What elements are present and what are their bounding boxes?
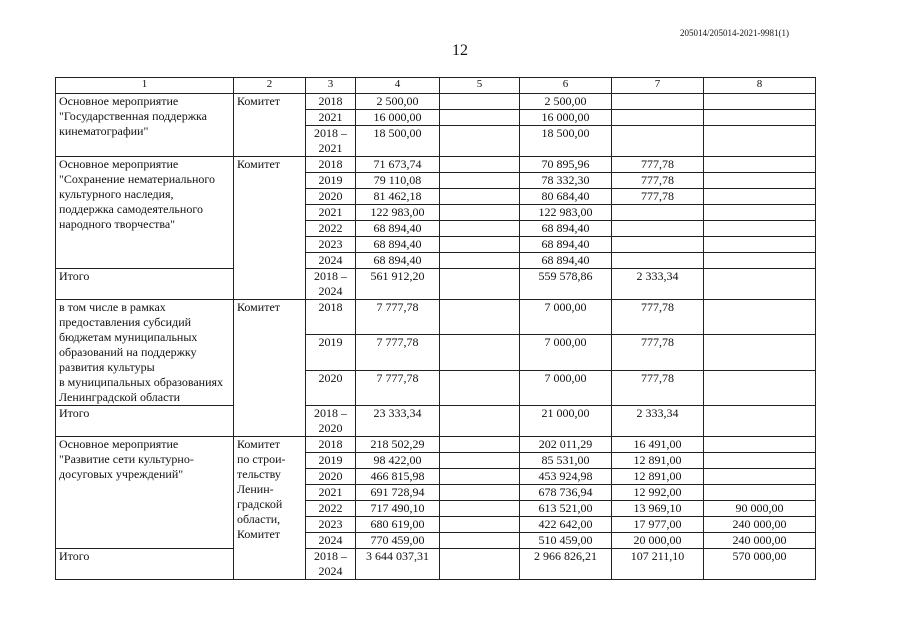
federal-amount-cell <box>440 94 520 110</box>
year-cell: 2020 <box>306 189 356 205</box>
regional-amount-cell: 85 531,00 <box>520 453 612 469</box>
regional-amount-cell: 7 000,00 <box>520 335 612 370</box>
total-label-cell: Итого <box>56 406 234 437</box>
other-amount-cell <box>704 253 816 269</box>
local-amount-cell: 777,78 <box>612 300 704 335</box>
total-amount-cell: 466 815,98 <box>356 469 440 485</box>
total-amount-cell: 68 894,40 <box>356 237 440 253</box>
federal-amount-cell <box>440 173 520 189</box>
local-amount-cell <box>612 221 704 237</box>
column-header: 7 <box>612 78 704 94</box>
local-amount-cell: 12 891,00 <box>612 453 704 469</box>
federal-amount-cell <box>440 485 520 501</box>
year-cell: 2019 <box>306 335 356 370</box>
column-header: 6 <box>520 78 612 94</box>
other-amount-cell <box>704 437 816 453</box>
year-cell: 2020 <box>306 469 356 485</box>
regional-amount-cell: 422 642,00 <box>520 517 612 533</box>
total-amount-cell: 691 728,94 <box>356 485 440 501</box>
other-amount-cell <box>704 126 816 157</box>
federal-amount-cell <box>440 253 520 269</box>
year-cell: 2018 <box>306 94 356 110</box>
regional-amount-cell: 68 894,40 <box>520 221 612 237</box>
federal-amount-cell <box>440 269 520 300</box>
federal-amount-cell <box>440 453 520 469</box>
document-id: 205014/205014-2021-9981(1) <box>680 28 789 38</box>
regional-amount-cell: 21 000,00 <box>520 406 612 437</box>
other-amount-cell <box>704 94 816 110</box>
year-cell: 2018 <box>306 300 356 335</box>
other-amount-cell: 240 000,00 <box>704 517 816 533</box>
other-amount-cell <box>704 237 816 253</box>
total-amount-cell: 218 502,29 <box>356 437 440 453</box>
year-cell: 2023 <box>306 237 356 253</box>
year-cell: 2021 <box>306 205 356 221</box>
regional-amount-cell: 453 924,98 <box>520 469 612 485</box>
local-amount-cell: 12 992,00 <box>612 485 704 501</box>
total-label-cell: Итого <box>56 549 234 580</box>
year-cell: 2022 <box>306 221 356 237</box>
local-amount-cell: 20 000,00 <box>612 533 704 549</box>
total-amount-cell: 717 490,10 <box>356 501 440 517</box>
budget-table <box>55 77 816 580</box>
federal-amount-cell <box>440 335 520 370</box>
regional-amount-cell: 122 983,00 <box>520 205 612 221</box>
local-amount-cell: 777,78 <box>612 189 704 205</box>
year-cell: 2018 <box>306 437 356 453</box>
total-amount-cell: 7 777,78 <box>356 300 440 335</box>
local-amount-cell: 777,78 <box>612 335 704 370</box>
other-amount-cell <box>704 300 816 335</box>
other-amount-cell <box>704 269 816 300</box>
local-amount-cell <box>612 94 704 110</box>
local-amount-cell: 13 969,10 <box>612 501 704 517</box>
total-amount-cell: 680 619,00 <box>356 517 440 533</box>
local-amount-cell: 16 491,00 <box>612 437 704 453</box>
regional-amount-cell: 2 966 826,21 <box>520 549 612 580</box>
column-header: 3 <box>306 78 356 94</box>
regional-amount-cell: 18 500,00 <box>520 126 612 157</box>
year-cell: 2022 <box>306 501 356 517</box>
total-amount-cell: 122 983,00 <box>356 205 440 221</box>
regional-amount-cell: 68 894,40 <box>520 237 612 253</box>
year-cell: 2018 – 2021 <box>306 126 356 157</box>
local-amount-cell <box>612 253 704 269</box>
total-amount-cell: 18 500,00 <box>356 126 440 157</box>
regional-amount-cell: 70 895,96 <box>520 157 612 173</box>
total-amount-cell: 23 333,34 <box>356 406 440 437</box>
federal-amount-cell <box>440 437 520 453</box>
other-amount-cell: 90 000,00 <box>704 501 816 517</box>
local-amount-cell: 107 211,10 <box>612 549 704 580</box>
federal-amount-cell <box>440 237 520 253</box>
executor-cell: Комитет <box>234 94 306 157</box>
activity-name-cell: в том числе в рамках предоставления субсидий бюджетам муниципальных образований на поддержку развития культуры в муниципальных образованиях Ленинградской области <box>56 300 234 406</box>
year-cell: 2023 <box>306 517 356 533</box>
regional-amount-cell: 678 736,94 <box>520 485 612 501</box>
page-number: 12 <box>452 42 468 59</box>
regional-amount-cell: 559 578,86 <box>520 269 612 300</box>
total-amount-cell: 3 644 037,31 <box>356 549 440 580</box>
federal-amount-cell <box>440 549 520 580</box>
total-row <box>56 406 816 437</box>
year-cell: 2020 <box>306 370 356 405</box>
total-amount-cell: 770 459,00 <box>356 533 440 549</box>
total-amount-cell: 7 777,78 <box>356 370 440 405</box>
other-amount-cell: 240 000,00 <box>704 533 816 549</box>
local-amount-cell: 777,78 <box>612 173 704 189</box>
table-row <box>56 157 816 173</box>
column-header: 5 <box>440 78 520 94</box>
local-amount-cell: 17 977,00 <box>612 517 704 533</box>
regional-amount-cell: 68 894,40 <box>520 253 612 269</box>
regional-amount-cell: 78 332,30 <box>520 173 612 189</box>
total-amount-cell: 71 673,74 <box>356 157 440 173</box>
table-row <box>56 437 816 453</box>
total-label-cell: Итого <box>56 269 234 300</box>
federal-amount-cell <box>440 221 520 237</box>
year-cell: 2019 <box>306 453 356 469</box>
local-amount-cell <box>612 205 704 221</box>
local-amount-cell: 777,78 <box>612 370 704 405</box>
federal-amount-cell <box>440 501 520 517</box>
year-cell: 2018 – 2020 <box>306 406 356 437</box>
year-cell: 2018 <box>306 157 356 173</box>
column-header: 8 <box>704 78 816 94</box>
table-body <box>56 94 816 580</box>
federal-amount-cell <box>440 126 520 157</box>
year-cell: 2019 <box>306 173 356 189</box>
federal-amount-cell <box>440 300 520 335</box>
regional-amount-cell: 7 000,00 <box>520 370 612 405</box>
other-amount-cell <box>704 453 816 469</box>
header-row <box>56 78 816 94</box>
total-amount-cell: 16 000,00 <box>356 110 440 126</box>
regional-amount-cell: 80 684,40 <box>520 189 612 205</box>
total-amount-cell: 68 894,40 <box>356 253 440 269</box>
local-amount-cell: 2 333,34 <box>612 269 704 300</box>
total-amount-cell: 98 422,00 <box>356 453 440 469</box>
federal-amount-cell <box>440 205 520 221</box>
other-amount-cell <box>704 335 816 370</box>
federal-amount-cell <box>440 406 520 437</box>
activity-name-cell: Основное мероприятие "Сохранение нематериального культурного наследия, поддержка самодеятельного народного творчества" <box>56 157 234 269</box>
other-amount-cell: 570 000,00 <box>704 549 816 580</box>
federal-amount-cell <box>440 517 520 533</box>
total-row <box>56 269 816 300</box>
activity-name-cell: Основное мероприятие "Государственная поддержка кинематографии" <box>56 94 234 157</box>
other-amount-cell <box>704 221 816 237</box>
local-amount-cell <box>612 237 704 253</box>
total-amount-cell: 7 777,78 <box>356 335 440 370</box>
regional-amount-cell: 202 011,29 <box>520 437 612 453</box>
regional-amount-cell: 7 000,00 <box>520 300 612 335</box>
local-amount-cell: 12 891,00 <box>612 469 704 485</box>
other-amount-cell <box>704 189 816 205</box>
local-amount-cell <box>612 126 704 157</box>
year-cell: 2024 <box>306 533 356 549</box>
local-amount-cell: 2 333,34 <box>612 406 704 437</box>
other-amount-cell <box>704 469 816 485</box>
other-amount-cell <box>704 205 816 221</box>
column-header: 4 <box>356 78 440 94</box>
local-amount-cell: 777,78 <box>612 157 704 173</box>
total-amount-cell: 81 462,18 <box>356 189 440 205</box>
other-amount-cell <box>704 370 816 405</box>
table-row <box>56 94 816 110</box>
year-cell: 2021 <box>306 485 356 501</box>
year-cell: 2024 <box>306 253 356 269</box>
federal-amount-cell <box>440 469 520 485</box>
table-row <box>56 300 816 335</box>
year-cell: 2018 – 2024 <box>306 269 356 300</box>
local-amount-cell <box>612 110 704 126</box>
activity-name-cell: Основное мероприятие "Развитие сети культурно-досуговых учреждений" <box>56 437 234 549</box>
executor-cell: Комитет по строи- тельству Ленин- градской области, Комитет <box>234 437 306 580</box>
year-cell: 2018 – 2024 <box>306 549 356 580</box>
executor-cell: Комитет <box>234 300 306 437</box>
federal-amount-cell <box>440 157 520 173</box>
other-amount-cell <box>704 406 816 437</box>
federal-amount-cell <box>440 533 520 549</box>
regional-amount-cell: 16 000,00 <box>520 110 612 126</box>
regional-amount-cell: 2 500,00 <box>520 94 612 110</box>
federal-amount-cell <box>440 189 520 205</box>
regional-amount-cell: 510 459,00 <box>520 533 612 549</box>
total-amount-cell: 79 110,08 <box>356 173 440 189</box>
column-header: 1 <box>56 78 234 94</box>
total-row <box>56 549 816 580</box>
other-amount-cell <box>704 110 816 126</box>
regional-amount-cell: 613 521,00 <box>520 501 612 517</box>
total-amount-cell: 68 894,40 <box>356 221 440 237</box>
column-header: 2 <box>234 78 306 94</box>
other-amount-cell <box>704 173 816 189</box>
federal-amount-cell <box>440 110 520 126</box>
total-amount-cell: 561 912,20 <box>356 269 440 300</box>
other-amount-cell <box>704 485 816 501</box>
other-amount-cell <box>704 157 816 173</box>
federal-amount-cell <box>440 370 520 405</box>
executor-cell: Комитет <box>234 157 306 300</box>
year-cell: 2021 <box>306 110 356 126</box>
total-amount-cell: 2 500,00 <box>356 94 440 110</box>
